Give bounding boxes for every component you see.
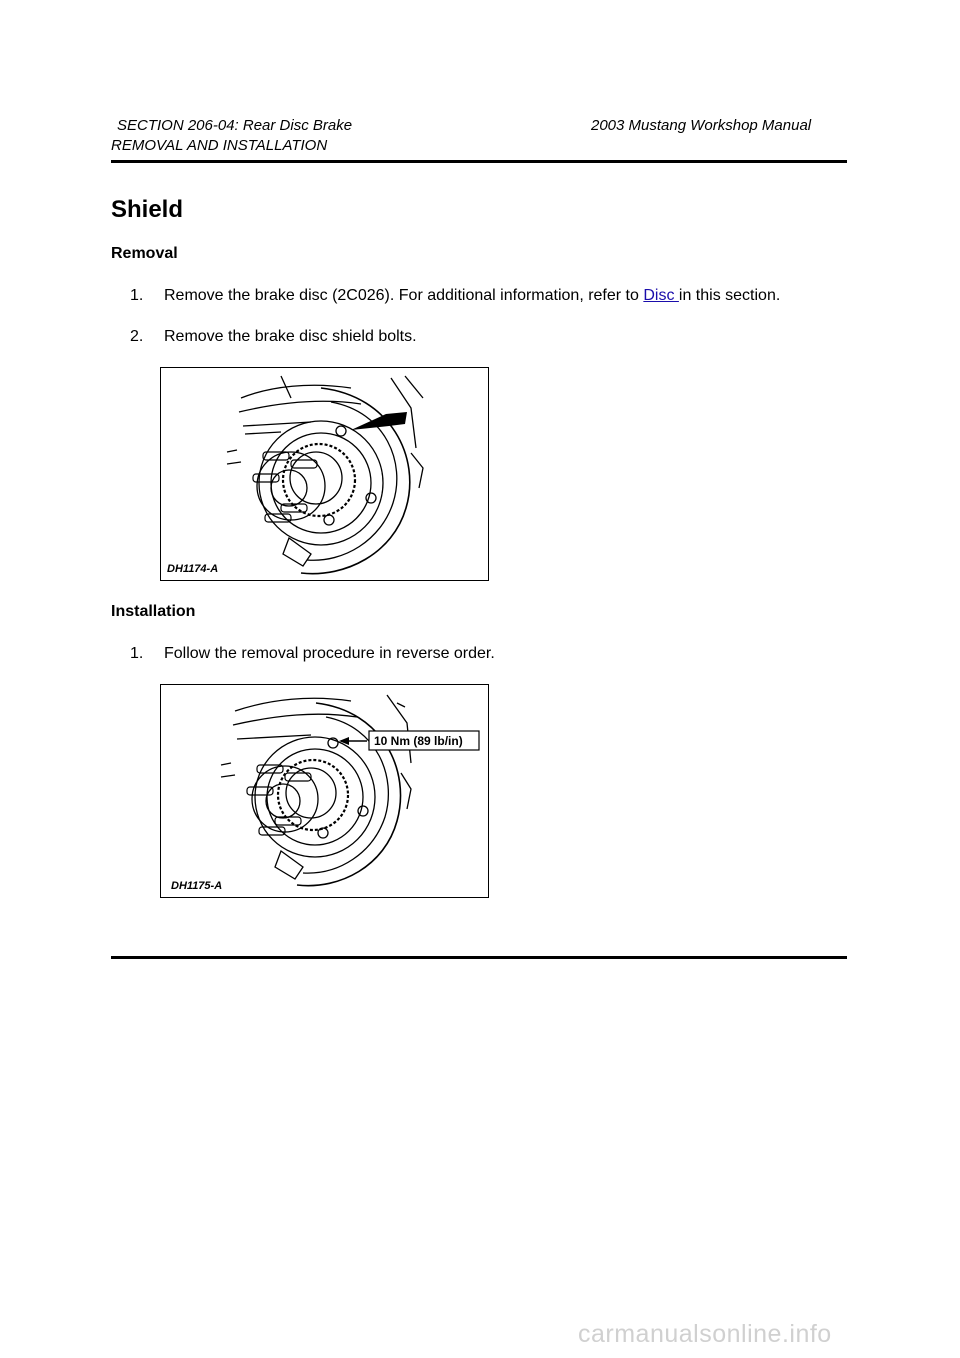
step-number: 1. bbox=[130, 645, 144, 662]
step-number: 2. bbox=[130, 328, 144, 345]
removal-step-2 bbox=[130, 327, 417, 347]
page-title: Shield bbox=[111, 196, 184, 223]
header-rule bbox=[111, 160, 847, 163]
step-text: Remove the brake disc shield bolts. bbox=[164, 328, 417, 345]
figure-label: DH1174-A bbox=[167, 563, 219, 575]
step-text-after: in this section. bbox=[678, 287, 781, 304]
figure-label: DH1175-A bbox=[171, 880, 223, 892]
figure-dh1175 bbox=[160, 684, 489, 898]
removal-heading: Removal bbox=[111, 245, 178, 262]
brake-shield-installation-illustration bbox=[161, 685, 488, 897]
brake-shield-removal-illustration bbox=[161, 368, 488, 580]
disc-link[interactable]: Disc bbox=[643, 287, 679, 304]
footer-rule bbox=[111, 956, 847, 959]
installation-step-1 bbox=[130, 644, 495, 664]
header-subtitle: REMOVAL AND INSTALLATION bbox=[111, 137, 328, 154]
figure-dh1174 bbox=[160, 367, 489, 581]
removal-step-1 bbox=[130, 286, 780, 306]
step-text: Remove the brake disc (2C026). For additional information, refer to bbox=[164, 287, 644, 304]
installation-heading: Installation bbox=[111, 603, 196, 620]
header-section: SECTION 206-04: Rear Disc Brake bbox=[117, 117, 353, 134]
torque-callout: 10 Nm (89 lb/in) bbox=[374, 734, 463, 748]
step-number: 1. bbox=[130, 287, 144, 304]
header-manual-title: 2003 Mustang Workshop Manual bbox=[591, 117, 812, 134]
step-text: Follow the removal procedure in reverse order. bbox=[164, 645, 495, 662]
watermark: carmanualsonline.info bbox=[578, 1320, 832, 1348]
